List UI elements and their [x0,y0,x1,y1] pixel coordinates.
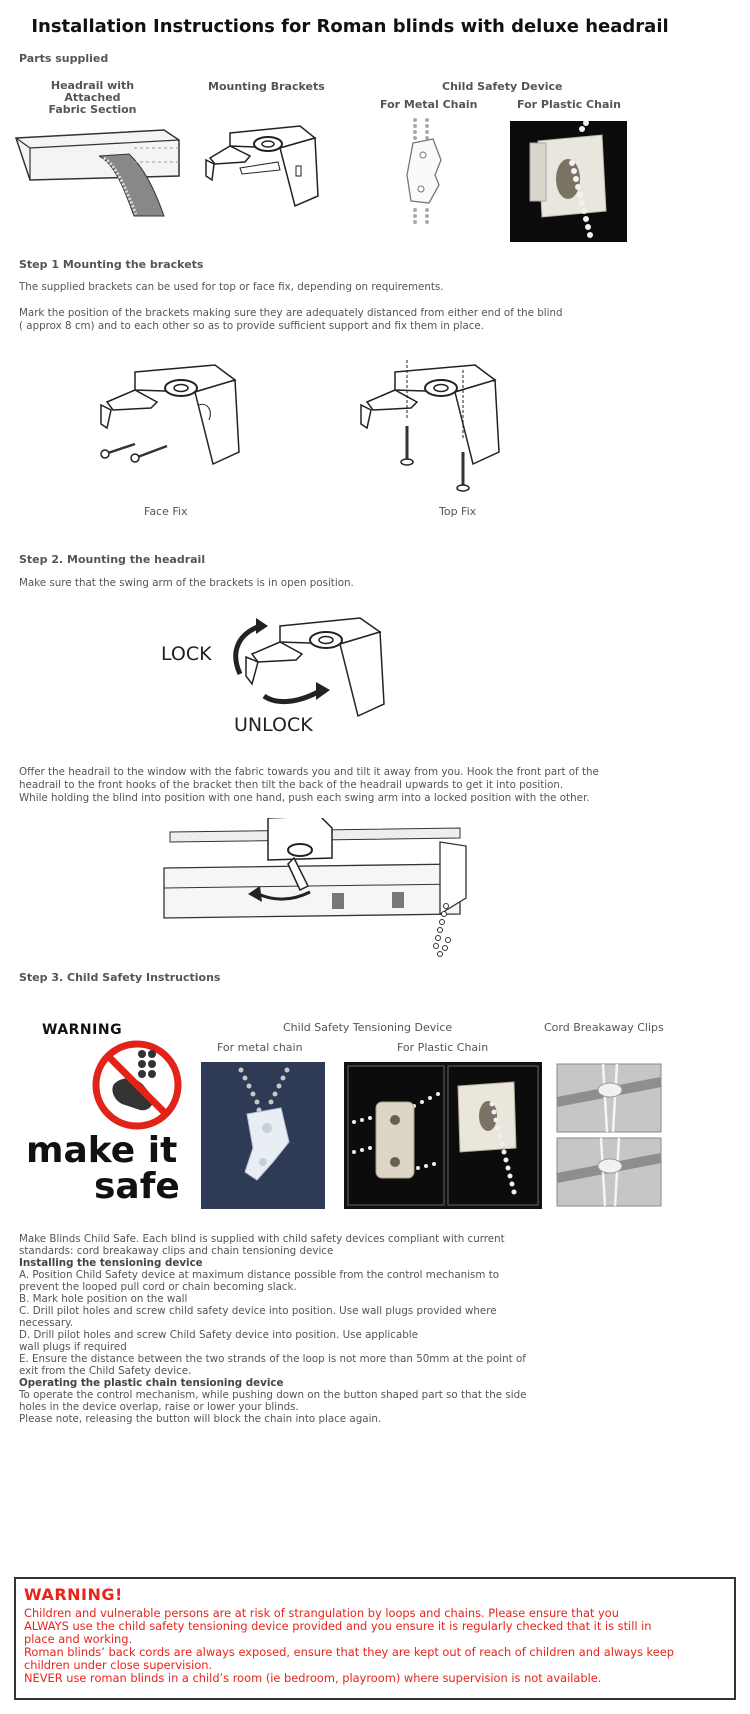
warning-line: children under close supervision. [24,1658,213,1672]
instruction-line: holes in the device overlap, raise or lower your blinds. [19,1401,299,1413]
top-fix-illustration [355,360,515,495]
step1-para2 [19,307,563,333]
step2-heading: Step 2. Mounting the headrail [19,553,206,566]
headrail-label [40,80,145,116]
step2-para2-line: Offer the headrail to the window with the fabric towards you and tilt it away from you. Hook the front part of the [19,766,599,778]
tensioning-label: Child Safety Tensioning Device [283,1021,453,1034]
step1-para2-line: ( approx 8 cm) and to each other so as to provide sufficient support and fix them in place. [19,320,485,333]
top-fix-label: Top Fix [439,505,477,518]
step1-para2-line: Mark the position of the brackets making sure they are adequately distanced from either end of the blind [19,307,563,319]
warning-line: NEVER use roman blinds in a child’s room (ie bedroom, playroom) where supervision is not available. [24,1671,602,1685]
plastic-chain-photos [344,1062,542,1209]
instruction-line: standards: cord breakaway clips and chain tensioning device [19,1245,334,1257]
step3-heading: Step 3. Child Safety Instructions [19,971,221,984]
warning-box [14,1577,736,1700]
lock-label: LOCK [161,643,212,665]
face-fix-label: Face Fix [144,505,188,518]
headrail-label-line: Headrail with [50,79,135,92]
instruction-line: D. Drill pilot holes and screw Child Safety device into position. Use applicable [19,1329,418,1341]
child-safety-instructions [19,1233,579,1425]
step1-para1: The supplied brackets can be used for top or face fix, depending on requirements. [19,281,444,293]
plastic-chain-device-photo [510,121,627,242]
instruction-subheading: Installing the tensioning device [19,1257,203,1269]
metal-chain-photo-label: For metal chain [217,1041,303,1054]
breakaway-label: Cord Breakaway Clips [544,1021,664,1034]
plastic-chain-photo-label: For Plastic Chain [397,1041,489,1054]
step2-para2-line: While holding the blind into position with one hand, push each swing arm into a locked position with the other. [19,792,590,805]
parts-heading: Parts supplied [19,52,109,65]
warning-box-title: WARNING! [24,1585,123,1604]
breakaway-clips-photo [555,1062,663,1209]
warning-line: place and working. [24,1632,133,1646]
warning-line: Children and vulnerable persons are at risk of strangulation by loops and chains. Please ensure that you [24,1606,619,1620]
metal-chain-photo [201,1062,325,1209]
brackets-label: Mounting Brackets [208,80,325,93]
step1-heading: Step 1 Mounting the brackets [19,258,204,271]
warning-line: ALWAYS use the child safety tensioning device provided and you ensure it is regularly checked that it is still in [24,1619,652,1633]
face-fix-illustration [95,360,255,475]
instruction-line: exit from the Child Safety device. [19,1365,192,1377]
instruction-line: B. Mark hole position on the wall [19,1293,188,1305]
headrail-illustration [14,118,184,218]
instruction-line: wall plugs if required [19,1341,127,1353]
child-safety-label: Child Safety Device [442,80,563,93]
metal-chain-label: For Metal Chain [380,98,478,111]
headrail-label-line: Fabric Section [48,103,137,116]
instruction-line: necessary. [19,1317,74,1329]
plastic-chain-label: For Plastic Chain [517,98,621,111]
safe-text: safe [94,1166,180,1207]
instruction-line: Please note, releasing the button will block the chain into place again. [19,1413,382,1425]
step2-para2 [19,766,599,806]
unlock-label: UNLOCK [234,714,313,736]
headrail-label-line: Attached [64,91,121,104]
warning-label: WARNING [42,1022,123,1038]
instruction-line: C. Drill pilot holes and screw child safety device into position. Use wall plugs provided where [19,1305,497,1317]
make-it-text: make it [26,1130,178,1171]
bracket-illustration [200,118,325,218]
instruction-line: prevent the looped pull cord or chain becoming slack. [19,1281,297,1293]
instruction-line: To operate the control mechanism, while pushing down on the button shaped part so that the side [19,1389,527,1401]
step2-para2-line: headrail to the front hooks of the bracket then tilt the back of the headrail upwards to get it into position. [19,779,564,792]
page-title: Installation Instructions for Roman blinds with deluxe headrail [31,16,669,37]
step2-para1: Make sure that the swing arm of the brackets is in open position. [19,577,354,589]
instruction-subheading: Operating the plastic chain tensioning device [19,1377,284,1389]
instruction-line: Make Blinds Child Safe. Each blind is supplied with child safety devices compliant with current [19,1233,505,1245]
metal-chain-device [395,115,465,230]
no-child-icon [92,1040,182,1130]
warning-line: Roman blinds’ back cords are always exposed, ensure that they are kept out of reach of children and always keep [24,1645,674,1659]
instruction-line: E. Ensure the distance between the two strands of the loop is not more than 50mm at the point of [19,1353,526,1365]
instruction-line: A. Position Child Safety device at maximum distance possible from the control mechanism to [19,1269,500,1281]
headrail-mount-illustration [160,818,470,963]
